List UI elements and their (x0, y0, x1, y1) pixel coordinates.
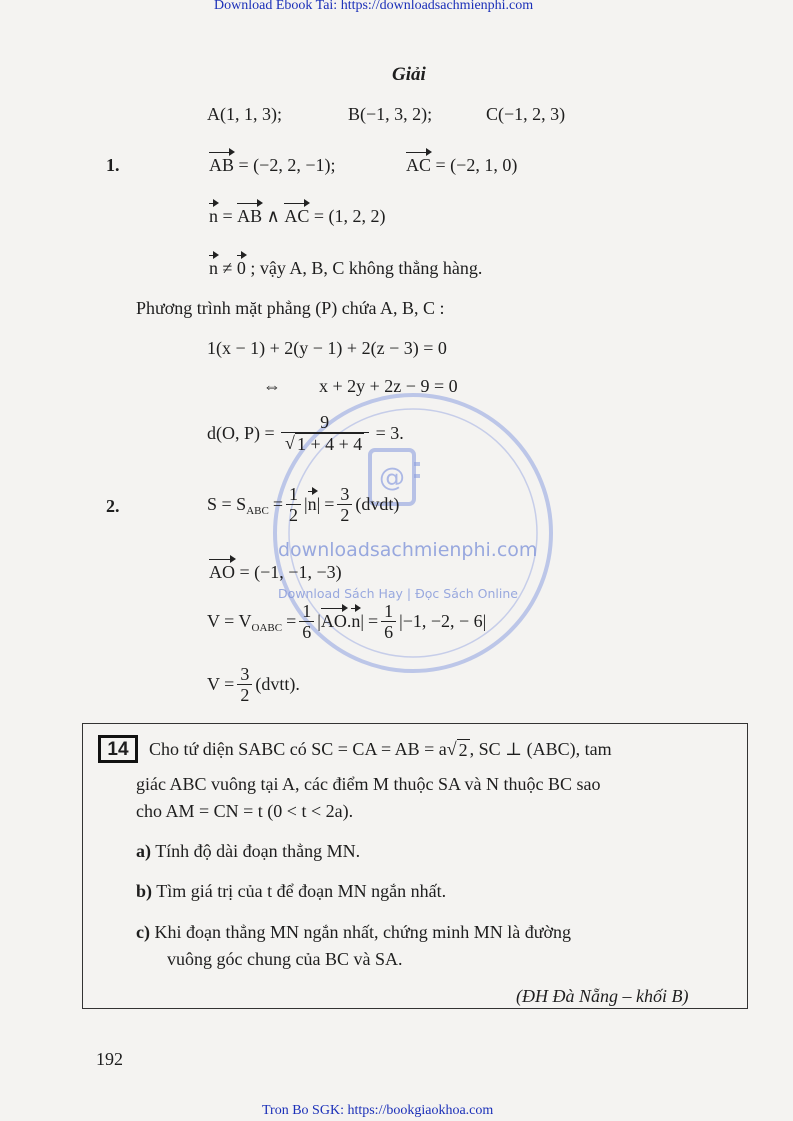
svg-text:@: @ (379, 463, 405, 493)
vector-ac-line (406, 155, 517, 176)
area-half (286, 484, 301, 525)
problem-line-3: cho AM = CN = t (0 < t < 2a). (136, 801, 354, 821)
volume-abs-value: |−1, −2, − 6| (399, 611, 487, 631)
volume-sixth-num: 1 (299, 601, 314, 622)
problem-line-2: giác ABC vuông tại A, các điểm M thuộc SA và N thuộc BC sao (136, 774, 601, 794)
volume-sixth (299, 601, 314, 642)
vector-ab-2: AB (237, 206, 263, 226)
volume-eq2: = (367, 611, 379, 631)
distance-rhs: = 3. (375, 422, 404, 443)
vector-ao-line (209, 562, 342, 583)
item-b-text: Tìm giá trị của t để đoạn MN ngắn nhất. (156, 881, 447, 901)
abs-open-2: | (317, 611, 321, 631)
neq-symbol: ≠ (222, 258, 233, 278)
vector-n: n (209, 206, 218, 226)
item-a-label: a) (136, 841, 151, 861)
area-half-num: 1 (286, 484, 301, 505)
vector-n-3: n (307, 494, 317, 514)
volume-result-unit: (dvtt). (255, 674, 300, 694)
vector-n-4: n (351, 611, 361, 631)
vector-ao: AO (209, 562, 235, 582)
area-value (337, 484, 352, 525)
header-link[interactable]: Download Ebook Tai: https://downloadsachmienphi.com (214, 0, 534, 13)
vector-ac-2: AC (284, 206, 310, 226)
vector-zero: 0 (236, 258, 246, 278)
distance-line (207, 412, 404, 454)
area-eq2: = (324, 494, 335, 514)
distance-lhs: d(O, P) = (207, 422, 275, 443)
abs-close: | (316, 494, 321, 514)
vector-ao-value: = (−1, −1, −3) (239, 562, 342, 582)
part1-label: 1. (106, 155, 120, 175)
vector-ac-value: = (−2, 1, 0) (435, 155, 518, 175)
area-eq: = (272, 494, 283, 514)
volume-sixth-den: 6 (302, 622, 312, 642)
problem-number: 14 (98, 735, 138, 763)
item-b-label: b) (136, 881, 153, 901)
part2-label: 2. (106, 496, 120, 516)
point-c: C(−1, 2, 3) (486, 104, 566, 124)
normal-vector-line (209, 206, 386, 227)
plane-intro: Phương trình mặt phẳng (P) chứa A, B, C : (136, 298, 445, 318)
item-c-text: Khi đoạn thẳng MN ngắn nhất, chứng minh MN là đường (154, 922, 571, 942)
volume-result-fraction (237, 664, 252, 705)
point-a: A(1, 1, 3); (207, 104, 282, 124)
area-lhs: S = S (207, 494, 247, 514)
volume-result-den: 2 (240, 685, 250, 705)
solution-title: Giải (392, 64, 426, 85)
volume-eq: = (286, 611, 297, 631)
volume-line (207, 601, 486, 642)
abs-open: | (303, 494, 308, 514)
page-number: 192 (96, 1049, 123, 1069)
problem-line-1b: , SC ⊥ (ABC), tam (469, 739, 612, 759)
distance-denominator: √ 1 + 4 + 4 (285, 433, 363, 454)
volume-sixth2-num: 1 (381, 601, 396, 622)
vector-ab-line (209, 155, 335, 176)
item-c-line-2: vuông góc chung của BC và SA. (167, 949, 403, 969)
abs-close-2: | (360, 611, 364, 631)
n-eq: = (222, 206, 233, 226)
volume-result-line (207, 664, 300, 705)
vector-ao-2: AO (320, 611, 347, 631)
sqrt-two: √ 2 (446, 739, 468, 760)
distance-numerator: 9 (281, 412, 369, 433)
volume-sixth2-den: 6 (384, 622, 394, 642)
point-b: B(−1, 3, 2); (348, 104, 433, 124)
problem-line-1 (149, 739, 612, 760)
item-a (136, 841, 360, 862)
nonzero-line (209, 258, 482, 279)
volume-result-num: 3 (237, 664, 252, 685)
equivalence-arrow: ⇔ (263, 376, 281, 396)
dot-product: . (346, 611, 352, 631)
volume-sixth-2 (381, 601, 396, 642)
vector-n-2: n (209, 258, 218, 278)
volume-result-lhs: V = (207, 674, 235, 694)
area-line (207, 484, 399, 525)
vector-ac: AC (406, 155, 432, 175)
n-value: = (1, 2, 2) (313, 206, 386, 226)
item-a-text: Tính độ dài đoạn thẳng MN. (155, 841, 361, 861)
area-value-den: 2 (340, 505, 350, 525)
item-b (136, 881, 446, 902)
volume-lhs: V = V (207, 611, 252, 631)
distance-fraction (281, 412, 369, 454)
watermark-site: downloadsachmienphi.com (278, 539, 538, 561)
problem-line-1a: Cho tứ diện SABC có SC = CA = AB = a (149, 739, 447, 759)
plane-equation-2: x + 2y + 2z − 9 = 0 (319, 376, 458, 396)
problem-source: (ĐH Đà Nẵng – khối B) (516, 986, 689, 1006)
watermark-tagline: Download Sách Hay | Đọc Sách Online (278, 586, 518, 601)
volume-sub: OABC (251, 621, 283, 634)
distance-radicand: 1 + 4 + 4 (296, 434, 363, 454)
item-c (136, 922, 571, 943)
sqrt-radicand: 2 (458, 740, 468, 760)
item-c-label: c) (136, 922, 150, 942)
footer-link[interactable]: Tron Bo SGK: https://bookgiaokhoa.com (262, 1103, 494, 1118)
plane-equation-1: 1(x − 1) + 2(y − 1) + 2(z − 3) = 0 (207, 338, 447, 358)
area-sub: ABC (246, 504, 269, 517)
nonzero-text: ; vậy A, B, C không thẳng hàng. (250, 258, 483, 278)
vector-ab-value: = (−2, 2, −1); (238, 155, 336, 175)
wedge-symbol: ∧ (266, 206, 280, 226)
area-unit: (dvdt) (355, 494, 400, 514)
area-half-den: 2 (288, 505, 298, 525)
area-value-num: 3 (337, 484, 352, 505)
vector-ab: AB (209, 155, 235, 175)
